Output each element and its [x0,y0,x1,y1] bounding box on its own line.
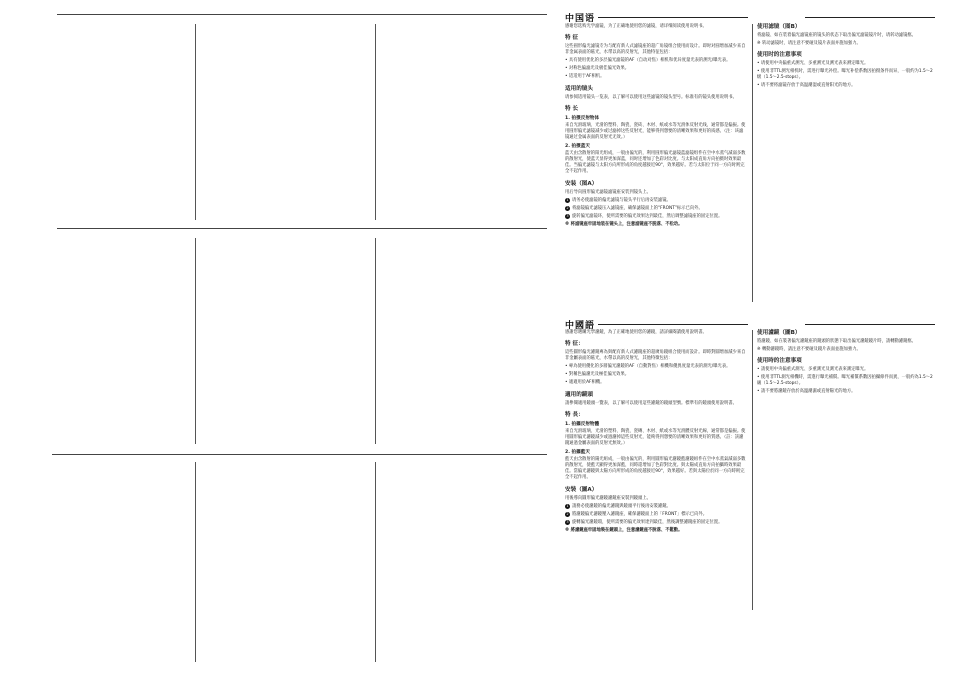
caution-item: • 请不要将滤镜存放于高温潮湿或直射阳光的地方。 [757,83,856,89]
step-number-icon: 3 [566,213,569,218]
remove-text: 将滤镜、如在装着偏光滤镜座的镜头的状态下取出偏光滤镜镜片时，请转动滤镜框。 [757,33,916,38]
features-heading: 特 征 [565,35,579,42]
left-col-divider-3b [375,462,376,662]
uses-heading: 特 长 [565,105,579,112]
section-rule-simplified [598,17,748,18]
left-low-rule [52,454,547,455]
install-step: 1 请务必使滤镜的偏光滤镜与镜头平行后再安装滤镜。 [566,197,671,203]
left-top-rule [57,14,547,15]
remove-note: ※ 轉動濾鏡時，請注意不要碰及鏡片表面並施加強力。 [757,347,861,353]
left-mid-rule [57,228,547,229]
section-rule-simplified-right [805,17,935,18]
left-col-divider-2a [195,238,196,444]
install-note: ※ 將濾鏡座牢固地裝在鏡頭上，注意濾鏡座不脫落、不鬆動。 [565,527,683,533]
features-item: • 适适用于AF相机。 [565,74,605,80]
install-step: 3 旋轉偏光濾鏡環，使所需要的偏光效果達到最佳，然後調整濾鏡座的固定位置。 [566,519,723,525]
install-step: 2 将滤镜偏光滤镜压入滤镜座，确保滤镜面上的“FRONT”标示已向外。 [566,205,703,211]
features-item: • 對稱色偏濾光及極佳偏光效果。 [565,372,630,378]
step-number-icon: 2 [566,205,569,210]
uses-heading: 特 長： [565,411,584,418]
caution-item: • 請使用中央偏重式測光、多重測光及測光表來測定曝光。 [757,367,869,373]
install-step: 2 將濾鏡偏光濾鏡壓入濾鏡座，確保濾鏡面上的「FRONT」標示已向外。 [566,511,707,517]
remove-heading: 使用滤镜（图B） [757,24,801,30]
install-note: ※ 将滤镜座牢固地装在镜头上，注意滤镜座不脱落、不松动。 [565,221,683,227]
use2-text: 蓝天由含散射的阳光组成，一般由偏光的，利用圆形偏光滤镜蓝滤镜组件在空中水蒸气减弱多数的散射光，使蓝天显得更加深蓝，同时还增加了色彩对比度。与太阳成直角方向拍摄时效果最佳。当偏光滤镜与太阳方向所形成的角度越接近90°，效果越好。若与太阳位于同一方向时则完全不起作用。 [565,151,746,175]
features-heading: 特 征： [565,341,584,348]
lens-text: 请参阅适用镜头一览表，以了解可以使用这些滤镜的镜头型号。标准有的镜头使用说明书。 [565,94,737,100]
features-item: • 对称色偏滤光及极佳偏光效果。 [565,66,630,72]
features-item: • 適適用於AF相機。 [565,380,605,386]
step-number-icon: 3 [566,519,569,524]
install-step: 1 請務必使濾鏡的偏光濾鏡與鏡頭平行後再安裝濾鏡。 [566,503,671,509]
use1-heading: 1. 拍攝反射物體 [565,421,600,427]
features-item: • 專為使用優化的多層偏光濾鏡的AF（自動對焦）相機和優異度量光表的測光/曝光表。 [565,364,731,370]
remove-heading: 使用濾鏡（圖B） [757,330,801,336]
section2-col-divider [752,330,753,610]
install-intro: 用後導向圓形偏光濾鏡濾鏡座安裝到鏡頭上。 [565,495,651,501]
use1-text: 来自光滑玻璃、光滑的塑料、陶瓷、瓷砖、木材、纸或水等光滑体反射光线，通常都是偏振。使用圆形偏光滤镜减少或过滤掉这些反射光，能够得到想要的清晰效果和更好的质感。（注：该滤镜通过金属表面的反射光无效。） [565,122,746,140]
features-text: 这些圆形偏光滤镜专为与配有新人式滤镜座的超广角镜组合使用而设计。即时对圆增加减少来自非金属表面的眩光，水带以高的反射光，其他特征包括： [565,44,746,56]
features-item: • 具有使用优化的多层偏光滤镜的AF（自动对焦）相机和优异度量光表的测光/曝光表。 [565,58,731,64]
intro-text: 感謝您選購光學濾鏡，為了正確地使用您的濾鏡，請詳細閱讀使用說明書。 [565,330,707,335]
section-rule-traditional [598,324,748,325]
section-title-simplified: 中国语 [565,14,596,24]
use2-heading: 2. 拍攝藍天 [565,450,590,456]
caution-item: • 使用非TTL测光相机时，需进行曝光补偿。曝光补偿系数因拍摄条件而异，一般约为1.5～2级（1.5～2.5-stops）。 [757,69,933,81]
use1-text: 來自光滑玻璃、光滑的塑料、陶瓷、瓷磚、木材、紙或水等光滑體反射光線，通常都是偏振。使用圓形偏光濾鏡減少或過濾掉這些反射光，能夠得到想要的清晰效果和更好的質感。（註：該濾鏡通過金屬表面的反射光無效。） [565,428,746,446]
lens-heading: 适用的镜头 [565,85,593,92]
features-text: 這些圓形偏光濾鏡專為與配有新人式濾鏡座的超廣角鏡組合使用而設計。即時對圓增加減少來自非金屬表面的眩光，水帶以高的反射光，其他特徵包括： [565,350,746,362]
lens-text: 請參閱適用鏡頭一覽表，以了解可以使用這些濾鏡的鏡頭型號。標準有的鏡頭使用說明書。 [565,400,737,406]
step-number-icon: 2 [566,511,569,516]
caution-item: • 請不要將濾鏡存放於高溫潮濕或直射陽光的地方。 [757,389,856,395]
install-step: 3 旋转偏光滤镜环，使所需要的偏光效果达到最佳，然后调整滤镜座的固定位置。 [566,213,723,219]
section-rule-traditional-right [805,324,935,325]
section-title-traditional: 中國語 [565,321,596,331]
intro-text: 感谢您选购光学滤镜，为了正确地使用您的滤镜，请详细阅读使用说明书。 [565,24,707,29]
caution-heading: 使用时的注意事项 [757,52,802,59]
step-number-icon: 1 [566,503,569,508]
section1-col-divider [752,24,753,302]
caution-item: • 使用非TTL測光相機時，需進行曝光補償。曝光補償系數因拍攝條件而異，一般約為1.5～2級（1.5～2.5-stops）。 [757,375,933,387]
left-col-divider-2b [375,238,376,444]
left-col-divider-3a [195,462,196,662]
section2-col1 [565,330,747,536]
step-number-icon: 1 [566,197,569,202]
use1-heading: 1. 拍摄反射物体 [565,115,600,121]
section2-col2 [757,330,937,398]
install-intro: 用后导向圆形偏光滤镜滤镜座安装到镜头上。 [565,189,651,195]
use2-heading: 2. 拍摄蓝天 [565,144,590,150]
left-col-divider-1b [375,24,376,220]
caution-item: • 请使用中央偏重式测光、多重测光及测光表来测定曝光。 [757,61,869,67]
section1-col2 [757,24,937,92]
section1-col1 [565,24,747,230]
use2-text: 藍天由含散射的陽光組成，一般由偏光的，利用圓形偏光濾鏡藍濾鏡組件在空中水蒸氣減弱多數的散射光，使藍天顯得更加深藍，同時還增加了色彩對比度。與太陽成直角方向拍攝時效果最佳。當偏光濾鏡與太陽方向所形成的角度越接近90°，效果越好。若與太陽位於同一方向時則完全不起作用。 [565,457,746,481]
install-heading: 安装（图A） [565,180,598,187]
remove-text: 將濾鏡、如在裝著偏光濾鏡座的鏡頭的狀態下取出偏光濾鏡鏡片時，請轉動濾鏡框。 [757,339,916,344]
install-heading: 安裝（圖A） [565,486,598,493]
remove-note: ※ 转动滤镜时，请注意不要碰及镜片表面并施加强力。 [757,41,861,47]
lens-heading: 適用的鏡頭 [565,391,593,398]
left-col-divider-1a [195,24,196,220]
caution-heading: 使用時的注意事項 [757,358,802,365]
